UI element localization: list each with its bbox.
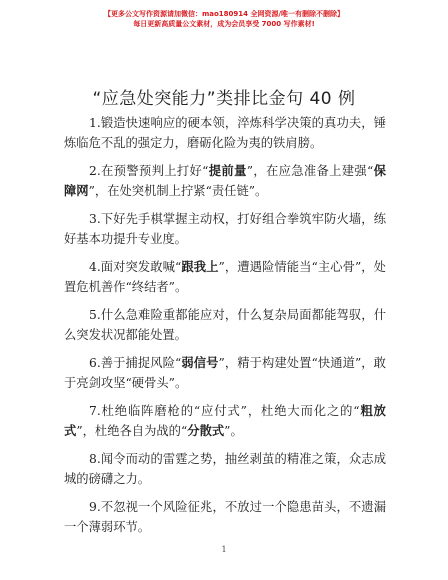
document-title: “应急处突能力”类排比金句 40 例: [92, 89, 356, 109]
list-item-2: 2.在预警预判上打好“提前量”，在应急准备上建强“保障网”，在处突机制上拧紧“责任链”。: [64, 164, 386, 198]
document-body: [64, 113, 386, 545]
page-number: 1: [221, 545, 227, 554]
promo-banner-line1: 【更多公文写作资源请加微信：mao180914 全网资源/唯一有删除不删除】: [103, 10, 345, 18]
promo-banner: [0, 9, 448, 29]
list-item-5: 5.什么急难险重都能应对，什么复杂局面都能驾驭，什么突发状况都能处置。: [64, 308, 386, 342]
list-item-9: 9.不忽视一个风险征兆，不放过一个隐患苗头，不遗漏一个薄弱环节。: [64, 500, 386, 534]
promo-banner-line2: 每日更新高质量公文素材，成为会员享受 7000 写作素材!: [133, 20, 315, 28]
list-item-6: 6.善于捕捉风险“弱信号”，精于构建处置“快通道”，敢于亮剑攻坚“硬骨头”。: [64, 356, 386, 390]
list-item-3: 3.下好先手棋掌握主动权，打好组合拳筑牢防火墙，练好基本功提升专业度。: [64, 212, 386, 246]
list-item-4: 4.面对突发敢喊“跟我上”，遭遇险情能当“主心骨”，处置危机善作“终结者”。: [64, 260, 386, 294]
list-item-1: 1.锻造快速响应的硬本领，淬炼科学决策的真功夫，锤炼临危不乱的强定力，磨砺化险为夷的铁肩膀。: [64, 116, 386, 150]
list-item-7: 7.杜绝临阵磨枪的“应付式”，杜绝大而化之的“粗放式”，杜绝各自为战的“分散式”。: [64, 404, 386, 438]
list-item-8: 8.闻令而动的雷霆之势，抽丝剥茧的精准之策，众志成城的磅礴之力。: [64, 452, 386, 486]
